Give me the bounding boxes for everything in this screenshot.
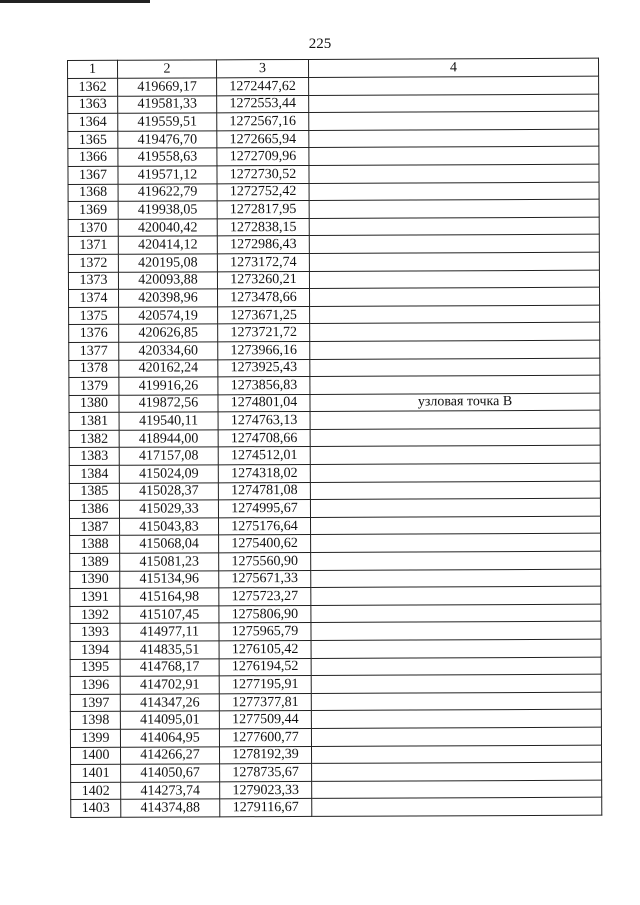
y-coordinate-cell: 1277195,91: [219, 676, 311, 694]
y-coordinate-cell: 1273478,66: [218, 289, 310, 307]
table-row: [68, 111, 599, 131]
x-coordinate-cell: 414273,74: [121, 782, 220, 800]
y-coordinate-cell: 1278192,39: [219, 746, 311, 764]
x-coordinate-cell: 420093,88: [118, 271, 217, 289]
point-number-cell: 1403: [71, 800, 121, 818]
table-row: [68, 76, 599, 96]
x-coordinate-cell: 414835,51: [120, 641, 219, 659]
note-cell: [310, 463, 600, 482]
y-coordinate-cell: 1272838,15: [217, 218, 309, 236]
note-cell: [312, 780, 602, 799]
page-number: 225: [308, 36, 332, 52]
table-row: [69, 305, 600, 325]
note-cell: [310, 410, 600, 429]
y-coordinate-cell: 1274801,04: [218, 394, 310, 412]
point-number-cell: 1395: [70, 659, 120, 677]
x-coordinate-cell: 415081,23: [120, 553, 219, 571]
y-coordinate-cell: 1275723,27: [219, 588, 311, 606]
table-row: [68, 199, 599, 219]
table-row: [68, 129, 599, 149]
point-number-cell: 1393: [70, 624, 120, 642]
table-row: [70, 622, 601, 642]
note-cell: [311, 674, 601, 693]
x-coordinate-cell: 419872,56: [119, 395, 218, 413]
note-cell: [311, 622, 601, 641]
note-cell: [309, 164, 599, 183]
x-coordinate-cell: 414050,67: [121, 764, 220, 782]
point-number-cell: 1397: [70, 694, 120, 712]
y-coordinate-cell: 1277600,77: [219, 728, 311, 746]
x-coordinate-cell: 415043,83: [119, 518, 218, 536]
y-coordinate-cell: 1275965,79: [219, 623, 311, 641]
note-cell: [311, 727, 601, 746]
table-row: [68, 217, 599, 237]
y-coordinate-cell: 1279116,67: [220, 799, 312, 817]
x-coordinate-cell: 415068,04: [120, 535, 219, 553]
note-cell: [310, 375, 600, 394]
note-cell: [309, 217, 599, 236]
table-row: [69, 481, 600, 501]
x-coordinate-cell: 414064,95: [120, 729, 219, 747]
table-row: [69, 428, 600, 448]
point-number-cell: 1390: [70, 571, 120, 589]
note-cell: [311, 639, 601, 658]
x-coordinate-cell: 419476,70: [118, 131, 217, 149]
point-number-cell: 1384: [69, 465, 119, 483]
note-cell: [311, 710, 601, 729]
point-number-cell: 1374: [69, 289, 119, 307]
point-number-cell: 1383: [69, 448, 119, 466]
y-coordinate-cell: 1272709,96: [217, 148, 309, 166]
table-row: [70, 604, 601, 624]
table-row: [68, 270, 599, 290]
x-coordinate-cell: 419540,11: [119, 412, 218, 430]
point-number-cell: 1379: [69, 377, 119, 395]
note-cell: [310, 481, 600, 500]
y-coordinate-cell: 1274708,66: [218, 429, 310, 447]
y-coordinate-cell: 1278735,67: [220, 764, 312, 782]
note-cell: [309, 111, 599, 130]
note-cell: [311, 745, 601, 764]
table-row: [69, 446, 600, 466]
point-number-cell: 1362: [68, 78, 118, 96]
y-coordinate-cell: 1272567,16: [217, 113, 309, 131]
x-coordinate-cell: 420626,85: [119, 324, 218, 342]
point-number-cell: 1392: [70, 606, 120, 624]
point-number-cell: 1380: [69, 395, 119, 413]
point-number-cell: 1391: [70, 588, 120, 606]
column-header-3: 3: [217, 59, 309, 77]
point-number-cell: 1375: [69, 307, 119, 325]
y-coordinate-cell: 1276194,52: [219, 658, 311, 676]
x-coordinate-cell: 419916,26: [119, 377, 218, 395]
point-number-cell: 1364: [68, 113, 118, 131]
x-coordinate-cell: 420195,08: [118, 254, 217, 272]
y-coordinate-cell: 1272665,94: [217, 130, 309, 148]
table-row: [70, 674, 601, 694]
y-coordinate-cell: 1273671,25: [218, 306, 310, 324]
table-row: [69, 463, 600, 483]
point-number-cell: 1367: [68, 166, 118, 184]
y-coordinate-cell: 1275176,64: [218, 517, 310, 535]
note-cell: [310, 446, 600, 465]
table-row: [68, 164, 599, 184]
y-coordinate-cell: 1272752,42: [217, 183, 309, 201]
table-row: [70, 551, 601, 571]
x-coordinate-cell: 419669,17: [118, 78, 217, 96]
table-row: [69, 498, 600, 518]
point-number-cell: 1381: [69, 413, 119, 431]
y-coordinate-cell: 1273260,21: [217, 271, 309, 289]
note-cell: [309, 270, 599, 289]
y-coordinate-cell: 1275671,33: [219, 570, 311, 588]
y-coordinate-cell: 1272447,62: [217, 77, 309, 95]
scan-edge-mark: [0, 0, 150, 3]
x-coordinate-cell: 420334,60: [119, 342, 218, 360]
y-coordinate-cell: 1275400,62: [219, 535, 311, 553]
y-coordinate-cell: 1274763,13: [218, 412, 310, 430]
table-row: [70, 569, 601, 589]
point-number-cell: 1388: [70, 536, 120, 554]
note-cell: [311, 657, 601, 676]
table-row: [71, 798, 602, 818]
note-cell: узловая точка В: [310, 393, 600, 412]
table-row: [69, 516, 600, 536]
y-coordinate-cell: 1273966,16: [218, 341, 310, 359]
point-number-cell: 1371: [68, 237, 118, 255]
point-number-cell: 1396: [70, 676, 120, 694]
x-coordinate-cell: 419571,12: [118, 166, 217, 184]
x-coordinate-cell: 415028,37: [119, 482, 218, 500]
point-number-cell: 1368: [68, 184, 118, 202]
y-coordinate-cell: 1279023,33: [220, 781, 312, 799]
point-number-cell: 1372: [68, 254, 118, 272]
table-row: [69, 287, 600, 307]
y-coordinate-cell: 1273925,43: [218, 359, 310, 377]
note-cell: [312, 762, 602, 781]
point-number-cell: 1399: [70, 729, 120, 747]
table-row: [68, 235, 599, 255]
x-coordinate-cell: 415164,98: [120, 588, 219, 606]
table-row: [69, 375, 600, 395]
y-coordinate-cell: 1274781,08: [218, 482, 310, 500]
table-row: [68, 182, 599, 202]
point-number-cell: 1365: [68, 131, 118, 149]
x-coordinate-cell: 417157,08: [119, 447, 218, 465]
point-number-cell: 1385: [69, 483, 119, 501]
table-row: [69, 358, 600, 378]
table-row: [70, 745, 601, 765]
note-cell: [310, 498, 600, 517]
point-number-cell: 1394: [70, 641, 120, 659]
note-cell: [311, 569, 601, 588]
y-coordinate-cell: 1274318,02: [218, 465, 310, 483]
point-number-cell: 1402: [71, 782, 121, 800]
note-cell: [309, 76, 599, 95]
x-coordinate-cell: 414347,26: [120, 694, 219, 712]
note-cell: [310, 322, 600, 341]
point-number-cell: 1377: [69, 342, 119, 360]
table-row: [68, 147, 599, 167]
y-coordinate-cell: 1277509,44: [219, 711, 311, 729]
table-body: [68, 76, 602, 817]
column-header-4: 4: [308, 58, 598, 77]
x-coordinate-cell: 414768,17: [120, 658, 219, 676]
y-coordinate-cell: 1276105,42: [219, 640, 311, 658]
table-row: [70, 534, 601, 554]
y-coordinate-cell: 1277377,81: [219, 693, 311, 711]
y-coordinate-cell: 1275560,90: [219, 552, 311, 570]
point-number-cell: 1378: [69, 360, 119, 378]
table-row: [70, 639, 601, 659]
point-number-cell: 1401: [71, 764, 121, 782]
note-cell: [310, 358, 600, 377]
note-cell: [309, 147, 599, 166]
x-coordinate-cell: 420574,19: [119, 307, 218, 325]
point-number-cell: 1370: [68, 219, 118, 237]
y-coordinate-cell: 1275806,90: [219, 605, 311, 623]
point-number-cell: 1369: [68, 201, 118, 219]
table-row: [70, 692, 601, 712]
note-cell: [311, 692, 601, 711]
point-number-cell: 1363: [68, 96, 118, 114]
x-coordinate-cell: 415024,09: [119, 465, 218, 483]
x-coordinate-cell: 419558,63: [118, 148, 217, 166]
table-row: [69, 393, 600, 413]
x-coordinate-cell: 414266,27: [120, 746, 219, 764]
y-coordinate-cell: 1273172,74: [217, 253, 309, 271]
x-coordinate-cell: 418944,00: [119, 430, 218, 448]
x-coordinate-cell: 414095,01: [120, 711, 219, 729]
point-number-cell: 1366: [68, 149, 118, 167]
column-header-1: 1: [68, 60, 118, 78]
note-cell: [309, 199, 599, 218]
x-coordinate-cell: 415029,33: [119, 500, 218, 518]
table-row: [70, 586, 601, 606]
note-cell: [311, 534, 601, 553]
note-cell: [311, 551, 601, 570]
note-cell: [309, 287, 599, 306]
point-number-cell: 1376: [69, 325, 119, 343]
note-cell: [309, 235, 599, 254]
point-number-cell: 1382: [69, 430, 119, 448]
header-row: [68, 58, 599, 78]
table-row: [71, 762, 602, 782]
note-cell: [312, 798, 602, 817]
y-coordinate-cell: 1274512,01: [218, 447, 310, 465]
x-coordinate-cell: 419622,79: [118, 183, 217, 201]
x-coordinate-cell: 420040,42: [118, 219, 217, 237]
point-number-cell: 1398: [70, 712, 120, 730]
note-cell: [310, 516, 600, 535]
table-row: [70, 727, 601, 747]
table-row: [68, 252, 599, 272]
note-cell: [311, 586, 601, 605]
y-coordinate-cell: 1273721,72: [218, 324, 310, 342]
x-coordinate-cell: 414977,11: [120, 623, 219, 641]
note-cell: [311, 604, 601, 623]
x-coordinate-cell: 419559,51: [118, 113, 217, 131]
note-cell: [309, 129, 599, 148]
note-cell: [309, 252, 599, 271]
y-coordinate-cell: 1272986,43: [217, 236, 309, 254]
x-coordinate-cell: 414702,91: [120, 676, 219, 694]
x-coordinate-cell: 420398,96: [119, 289, 218, 307]
note-cell: [310, 340, 600, 359]
point-number-cell: 1400: [70, 747, 120, 765]
y-coordinate-cell: 1272817,95: [217, 201, 309, 219]
x-coordinate-cell: 420414,12: [118, 236, 217, 254]
coordinates-table: [67, 58, 602, 818]
y-coordinate-cell: 1273856,83: [218, 377, 310, 395]
table-row: [69, 410, 600, 430]
table-row: [69, 340, 600, 360]
x-coordinate-cell: 419938,05: [118, 201, 217, 219]
table-row: [68, 94, 599, 114]
y-coordinate-cell: 1274995,67: [218, 500, 310, 518]
note-cell: [309, 94, 599, 113]
x-coordinate-cell: 419581,33: [118, 95, 217, 113]
x-coordinate-cell: 420162,24: [119, 359, 218, 377]
y-coordinate-cell: 1272553,44: [217, 95, 309, 113]
note-cell: [310, 305, 600, 324]
point-number-cell: 1389: [70, 553, 120, 571]
table-row: [70, 710, 601, 730]
x-coordinate-cell: 415134,96: [120, 570, 219, 588]
table-row: [70, 657, 601, 677]
table-row: [69, 322, 600, 342]
note-cell: [310, 428, 600, 447]
point-number-cell: 1373: [68, 272, 118, 290]
point-number-cell: 1386: [69, 501, 119, 519]
column-header-2: 2: [118, 60, 217, 78]
point-number-cell: 1387: [69, 518, 119, 536]
table-row: [71, 780, 602, 800]
note-cell: [309, 182, 599, 201]
y-coordinate-cell: 1272730,52: [217, 165, 309, 183]
x-coordinate-cell: 414374,88: [121, 799, 220, 817]
x-coordinate-cell: 415107,45: [120, 606, 219, 624]
